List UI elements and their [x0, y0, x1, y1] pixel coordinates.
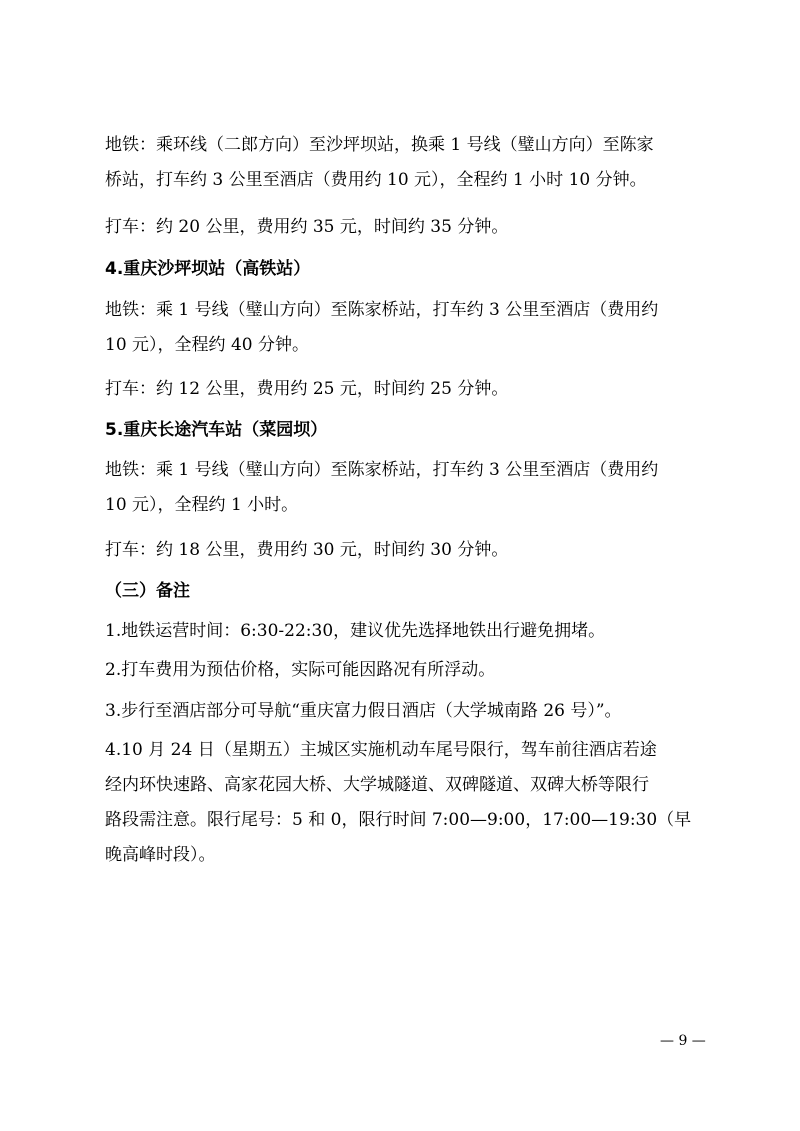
taxi-route-paragraph-1: [105, 210, 705, 245]
text-line: 经内环快速路、高家花园大桥、大学城隧道、双碑隧道、双碑大桥等限行: [105, 775, 649, 795]
note-item-4: [105, 733, 705, 873]
text-line: 打车：约 20 公里，费用约 35 元，时间约 35 分钟。: [105, 217, 509, 237]
subway-route-paragraph-3: [105, 453, 705, 523]
text-line: 打车：约 12 公里，费用约 25 元，时间约 25 分钟。: [105, 379, 509, 399]
text-line: 路段需注意。限行尾号：5 和 0，限行时间 7:00—9:00，17:00—19:30（早: [105, 810, 692, 830]
section-heading-shapingba-station: [105, 252, 705, 287]
text-line: 10 元），全程约 40 分钟。: [105, 335, 309, 355]
heading-text: （三）备注: [105, 581, 190, 601]
text-line: 打车：约 18 公里，费用约 30 元，时间约 30 分钟。: [105, 540, 509, 560]
text-line: 2.打车费用为预估价格，实际可能因路况有所浮动。: [105, 660, 496, 680]
section-heading-notes: [105, 574, 705, 609]
text-line: 地铁：乘环线（二郎方向）至沙坪坝站，换乘 1 号线（璧山方向）至陈家: [105, 135, 654, 155]
subway-route-paragraph-1: [105, 128, 705, 198]
page-number: — 9 —: [660, 1033, 706, 1049]
taxi-route-paragraph-3: [105, 533, 705, 568]
subway-route-paragraph-2: [105, 293, 705, 363]
note-item-3: [105, 694, 705, 729]
text-line: 3.步行至酒店部分可导航“重庆富力假日酒店（大学城南路 26 号）”。: [105, 701, 622, 721]
text-line: 桥站，打车约 3 公里至酒店（费用约 10 元），全程约 1 小时 10 分钟。: [105, 170, 647, 190]
text-line: 10 元），全程约 1 小时。: [105, 495, 299, 515]
note-item-1: [105, 614, 705, 649]
section-heading-long-distance-bus-station: [105, 413, 705, 448]
note-item-2: [105, 653, 705, 688]
text-line: 4.10 月 24 日（星期五）主城区实施机动车尾号限行，驾车前往酒店若途: [105, 740, 657, 760]
text-line: 1.地铁运营时间：6:30-22:30，建议优先选择地铁出行避免拥堵。: [105, 621, 606, 641]
taxi-route-paragraph-2: [105, 372, 705, 407]
text-line: 晚高峰时段）。: [105, 845, 216, 865]
text-line: 地铁：乘 1 号线（璧山方向）至陈家桥站，打车约 3 公里至酒店（费用约: [105, 460, 659, 480]
heading-text: 5.重庆长途汽车站（菜园坝）: [105, 420, 328, 440]
heading-text: 4.重庆沙坪坝站（高铁站）: [105, 259, 311, 279]
text-line: 地铁：乘 1 号线（璧山方向）至陈家桥站，打车约 3 公里至酒店（费用约: [105, 300, 659, 320]
